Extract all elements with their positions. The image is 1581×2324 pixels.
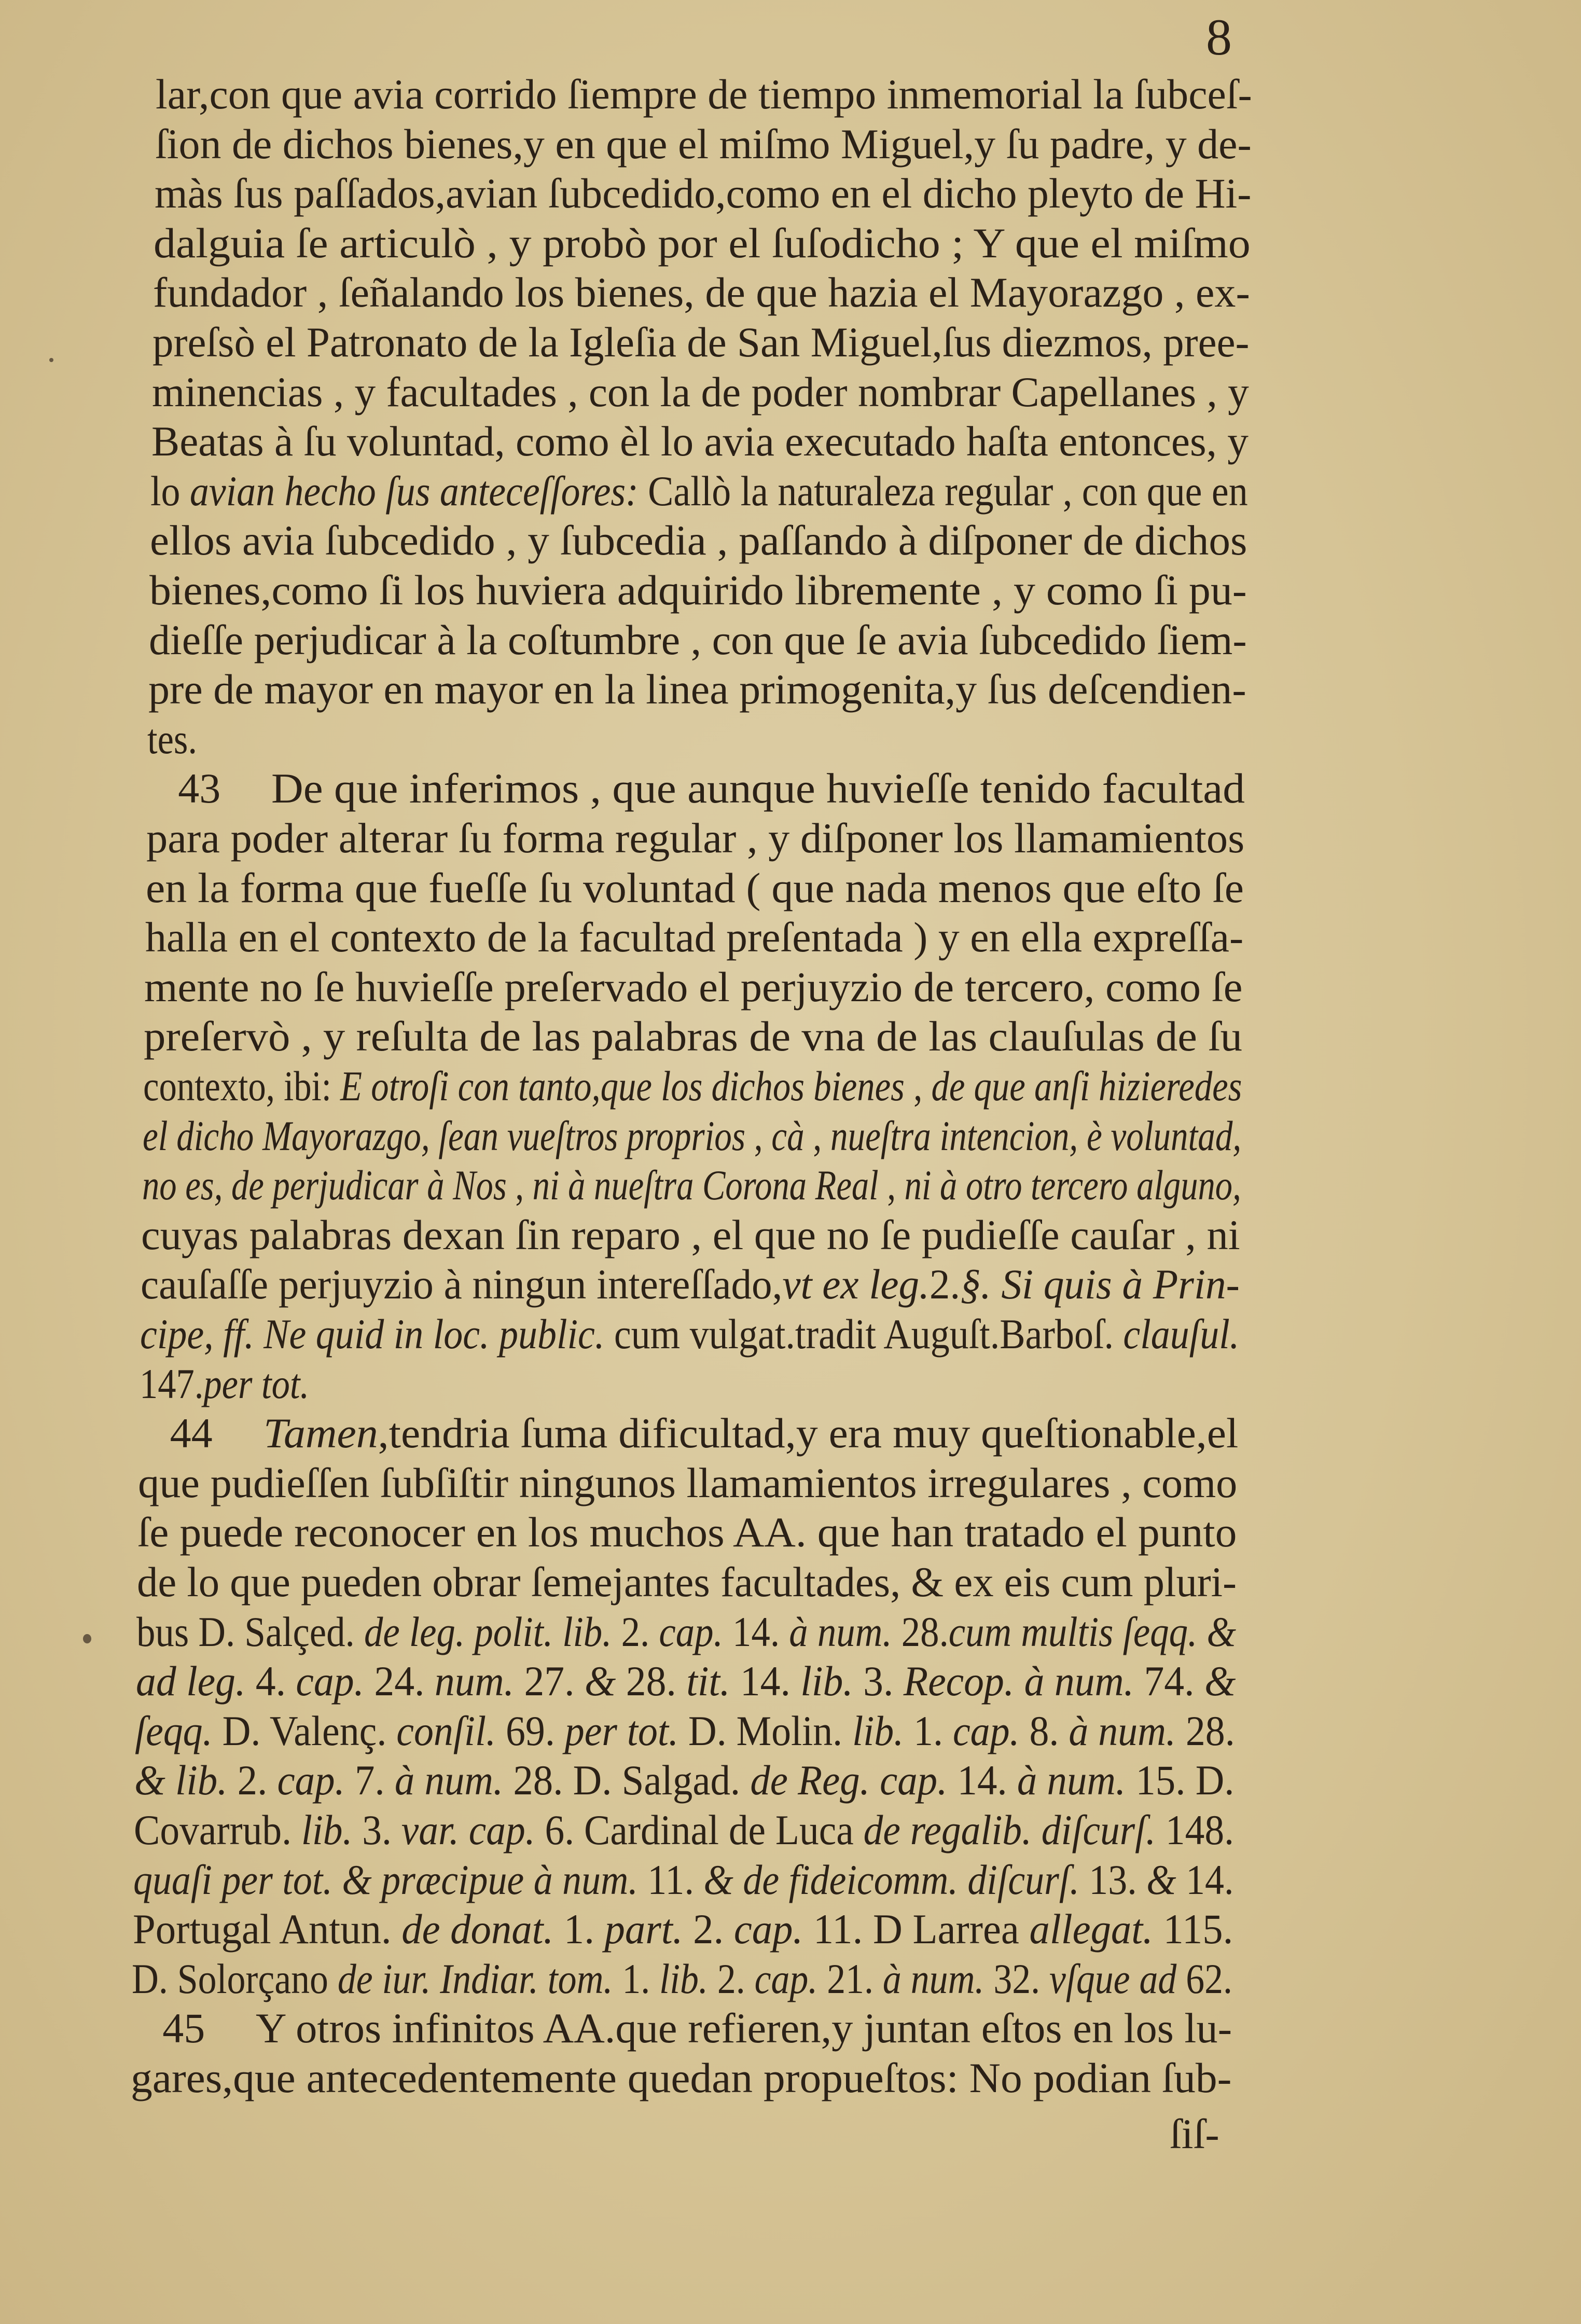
roman-text: 3. [352, 1806, 401, 1853]
text-line [131, 2055, 1231, 2101]
text-line [140, 1311, 1239, 1357]
italic-text: §. Si quis à Prin- [960, 1261, 1240, 1308]
roman-text: 27. [514, 1657, 585, 1705]
roman-text: 115. [1153, 1905, 1233, 1953]
italic-text: cap. [296, 1657, 364, 1705]
italic-text: vſque ad [1049, 1955, 1177, 2002]
roman-text: cum vulgat.tradit Auguſt.Barboſ. [604, 1310, 1124, 1358]
roman-text: para poder alterar ſu forma regular , y diſponer los llamamientos [146, 814, 1245, 862]
text-line [147, 716, 1245, 762]
roman-text: 6. Cardinal de Luca [535, 1806, 864, 1853]
text-line [138, 1460, 1238, 1506]
roman-text: 4. [245, 1657, 296, 1705]
roman-text: 14. [1176, 1856, 1234, 1903]
roman-text: Covarrub. [134, 1806, 301, 1853]
roman-text: 24. [364, 1657, 435, 1705]
roman-text: mente no ſe huvieſſe preſervado el perjuyzio de tercero, como ſe [144, 963, 1243, 1011]
roman-text: preſervò , y reſulta de las palabras de vna de las clauſulas de ſu [144, 1013, 1243, 1060]
text-line [149, 617, 1246, 663]
italic-text: de Reg. cap. [750, 1756, 948, 1804]
roman-text: , [745, 1112, 772, 1159]
text-line [132, 1956, 1232, 2002]
italic-text: tit. [686, 1657, 730, 1705]
italic-text: lib. [659, 1955, 709, 2002]
catchword: ſiſ- [1170, 2110, 1219, 2157]
italic-text: de que anſi hizieredes [931, 1062, 1242, 1110]
roman-text: , [506, 1161, 533, 1209]
italic-text: cum multis ſeqq. & [948, 1608, 1236, 1655]
italic-text: E otroſi con tanto,que los dichos bienes [340, 1062, 905, 1110]
text-line [155, 121, 1252, 167]
italic-text: lib. [852, 1707, 904, 1754]
italic-text: de leg. polit. lib. [364, 1608, 612, 1655]
roman-text: que pudieſſen ſubſiſtir ningunos llamamientos irregulares , como [138, 1459, 1238, 1506]
text-line [136, 1609, 1236, 1655]
roman-text: tes. [147, 715, 198, 763]
roman-text: 3. [853, 1657, 904, 1705]
text-line [137, 1510, 1237, 1555]
text-line [152, 320, 1250, 365]
roman-text: , [804, 1112, 830, 1159]
text-line [143, 1063, 1242, 1109]
text-line [264, 1410, 1238, 1456]
roman-text: 14. [723, 1608, 789, 1655]
italic-text: cap. [953, 1707, 1020, 1754]
roman-text: fundador , ſeñalando los bienes, de que hazia el Mayorazgo , ex- [153, 269, 1250, 316]
roman-text: preſsò el Patronato de la Igleſia de San Miguel,ſus diezmos, pree- [152, 319, 1250, 366]
roman-text: lar,con que avia corrido ſiempre de tiempo inmemorial la ſubceſ- [156, 71, 1252, 118]
italic-text: Tamen [263, 1409, 378, 1457]
roman-text: Beatas à ſu voluntad, como èl lo avia executado haſta entonces, y [151, 418, 1249, 465]
roman-text: bus D. Salçed. [136, 1608, 364, 1655]
roman-text: 14. [729, 1657, 800, 1705]
italic-text: ad leg. [135, 1657, 245, 1705]
italic-text: cap. [733, 1905, 803, 1953]
roman-text: bienes,como ſi los huviera adquirido libremente , y como ſi pu- [149, 566, 1247, 614]
text-line [150, 518, 1247, 563]
roman-text: 13. [1079, 1856, 1146, 1903]
roman-text: Callò la naturaleza regular , con que en [639, 467, 1249, 515]
italic-text: de regalib. diſcurſ. [863, 1806, 1156, 1853]
italic-text: cap. [659, 1608, 723, 1655]
italic-text: vt ex leg. [782, 1261, 930, 1308]
roman-text: 32. [984, 1955, 1050, 2002]
italic-text: à num. [1069, 1707, 1176, 1754]
text-line [155, 171, 1251, 216]
italic-text: Recop. à num. [903, 1657, 1134, 1705]
italic-text: quaſi per tot. & præcipue à num. [133, 1856, 638, 1903]
roman-text: lo [150, 467, 190, 515]
italic-text: el dicho Mayorazgo, ſean vueſtros proprios [142, 1112, 745, 1159]
roman-text: 21. [817, 1955, 883, 2002]
text-line [256, 2005, 1232, 2051]
roman-text: 69. [496, 1707, 565, 1754]
roman-text: D. Valenç. [212, 1707, 397, 1754]
roman-text: 14. [947, 1756, 1018, 1804]
text-line [150, 468, 1248, 514]
roman-text: 28. [615, 1657, 686, 1705]
roman-text: 15. D. [1126, 1756, 1235, 1804]
roman-text: 2. [227, 1756, 278, 1804]
text-line [152, 369, 1249, 415]
text-line [146, 865, 1244, 911]
text-line [142, 1163, 1241, 1208]
paragraph-number: 44 [170, 1409, 213, 1457]
roman-text: 2. [708, 1955, 755, 2002]
text-line [271, 766, 1245, 811]
italic-text: de donat. [401, 1905, 553, 1953]
roman-text: minencias , y facultades , con la de poder nombrar Capellanes , y [151, 368, 1249, 416]
roman-text: dieſſe perjudicar à la coſtumbre , con que ſe avia ſubcedido ſiem- [148, 616, 1247, 663]
text-line [141, 1212, 1240, 1258]
roman-text: ellos avia ſubcedido , y ſubcedia , paſſando à diſponer de dichos [150, 517, 1247, 564]
italic-text: à num. [395, 1756, 504, 1804]
roman-text: 7. [344, 1756, 395, 1804]
italic-text: avian hecho ſus anteceſſores: [190, 467, 639, 515]
roman-text: 147. [139, 1360, 204, 1407]
text-line [134, 1758, 1235, 1803]
italic-text: cap. [277, 1756, 345, 1804]
page-number: 8 [1206, 8, 1232, 66]
italic-text: ſeqq. [135, 1707, 213, 1754]
roman-text: 11. [637, 1856, 704, 1903]
roman-text: De que inferimos , que aunque huvieſſe tenido facultad [271, 765, 1245, 812]
roman-text: 1. [553, 1905, 605, 1953]
italic-text: de iur. Indiar. tom. [338, 1955, 613, 2002]
roman-text: 28. D. Salgad. [503, 1756, 751, 1804]
text-line [149, 568, 1247, 613]
text-line [140, 1361, 1239, 1407]
italic-text: per tot. [203, 1360, 309, 1407]
text-line [133, 1906, 1233, 1952]
text-line [133, 1857, 1233, 1903]
roman-text: Portugal Antun. [132, 1905, 401, 1953]
roman-text: 1. [904, 1707, 953, 1754]
italic-text: à num. [1017, 1756, 1126, 1804]
roman-text: pre de mayor en mayor en la linea primogenita,y ſus deſcendien- [148, 666, 1246, 713]
roman-text: Y otros infinitos AA.que refieren,y juntan eſtos en los lu- [256, 2004, 1232, 2052]
italic-text: à num. [789, 1608, 892, 1655]
roman-text: dalguia ſe articulò , y probò por el ſuſodicho ; Y que el miſmo [154, 219, 1251, 267]
text-line [141, 1262, 1240, 1307]
text-line [144, 1014, 1242, 1059]
italic-text: part. [604, 1905, 683, 1953]
roman-text: en la forma que fueſſe ſu voluntad ( que nada menos que eſto ſe [145, 864, 1244, 911]
italic-text: & [584, 1657, 616, 1705]
italic-text: allegat. [1029, 1905, 1153, 1953]
text-line [156, 72, 1252, 117]
roman-text: ſion de dichos bienes,y en que el miſmo Miguel,y ſu padre, y de- [155, 120, 1252, 168]
text-line [137, 1559, 1237, 1605]
italic-text: num. [434, 1657, 514, 1705]
roman-text: D. Molin. [678, 1707, 853, 1754]
ink-speck [49, 358, 53, 362]
italic-text: & [1204, 1657, 1236, 1705]
text-line [134, 1807, 1234, 1853]
italic-text: cap. [755, 1955, 818, 2002]
text-line [151, 419, 1249, 464]
italic-text: & [1146, 1856, 1176, 1903]
roman-text: 2. [612, 1608, 659, 1655]
text-line [144, 964, 1243, 1010]
roman-text: cauſaſſe perjuyzio à ningun intereſſado, [141, 1261, 783, 1308]
roman-text: 1. [613, 1955, 660, 2002]
text-line [143, 1113, 1241, 1159]
italic-text: cipe, ff. Ne quid in loc. public. [140, 1310, 605, 1358]
roman-text: ſe puede reconocer en los muchos AA. que han tratado el punto [137, 1509, 1237, 1556]
italic-text: & de fideicomm. diſcurſ. [703, 1856, 1079, 1903]
roman-text: 2. [930, 1261, 961, 1308]
roman-text: , [904, 1062, 932, 1110]
roman-text: , [878, 1161, 905, 1209]
roman-text: 28. [1176, 1707, 1236, 1754]
italic-text: cà [771, 1112, 805, 1159]
italic-text: var. cap. [401, 1806, 535, 1853]
roman-text: 28. [892, 1608, 949, 1655]
italic-text: ni à otro tercero alguno, [904, 1161, 1241, 1209]
text-line [154, 220, 1251, 266]
roman-text: 62. [1176, 1955, 1233, 2002]
roman-text: de lo que pueden obrar ſemejantes facultades, & ex eis cum pluri- [137, 1558, 1237, 1606]
roman-text: halla en el contexto de la facultad preſentada ) y en ella expreſſa- [145, 914, 1243, 961]
text-line [153, 270, 1250, 315]
ink-speck [83, 1634, 91, 1643]
italic-text: ni à nueſtra Corona Real [532, 1161, 879, 1209]
italic-text: per tot. [565, 1707, 679, 1754]
roman-text: gares,que antecedentemente quedan propueſtos: No podian ſub- [131, 2054, 1232, 2101]
roman-text: 2. [683, 1905, 734, 1953]
italic-text: à num. [883, 1955, 984, 2002]
roman-text: cuyas palabras dexan ſin reparo , el que no ſe pudieſſe cauſar , ni [141, 1211, 1241, 1258]
roman-text: 74. [1133, 1657, 1204, 1705]
roman-text: ,tendria ſuma dificultad,y era muy queſtionable,el [378, 1409, 1238, 1457]
italic-text: clauſul. [1123, 1310, 1240, 1358]
roman-text: 8. [1019, 1707, 1069, 1754]
text-line [148, 667, 1246, 712]
roman-text: 11. D Larrea [802, 1905, 1030, 1953]
text-line [135, 1708, 1235, 1754]
paragraph-number: 45 [162, 2004, 205, 2052]
text-line [136, 1658, 1236, 1704]
italic-text: lib. [800, 1657, 853, 1705]
italic-text: no es, de perjudicar à Nos [142, 1161, 507, 1209]
italic-text: lib. [301, 1806, 353, 1853]
italic-text: & lib. [134, 1756, 228, 1804]
paragraph-number: 43 [178, 765, 221, 812]
roman-text: màs ſus paſſados,avian ſubcedido,como en el dicho pleyto de Hi- [154, 170, 1252, 217]
italic-text: conſil. [396, 1707, 496, 1754]
text-line [146, 815, 1244, 861]
roman-text: 148. [1155, 1806, 1234, 1853]
roman-text: D. Solorçano [132, 1955, 338, 2002]
roman-text: contexto, ibi: [143, 1062, 341, 1110]
text-line [145, 915, 1243, 960]
italic-text: nueſtra intencion, è voluntad, [830, 1112, 1241, 1159]
